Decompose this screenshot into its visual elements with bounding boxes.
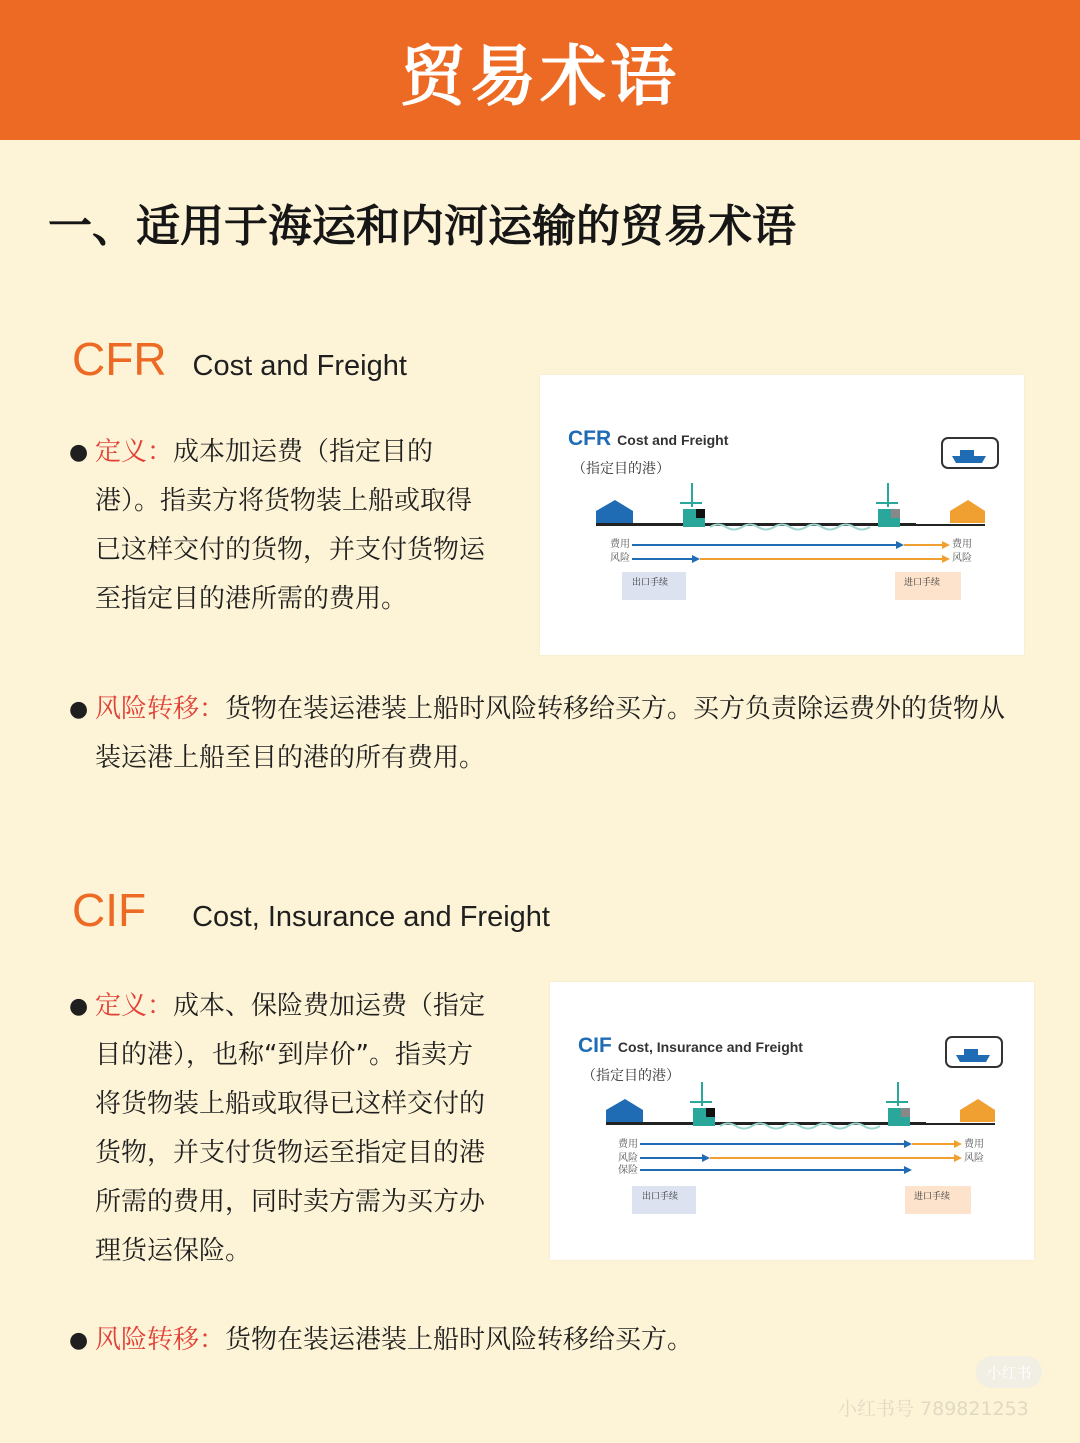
header-banner [0,0,1080,140]
cif-abbr: CIF [72,884,147,936]
buyer-house-icon [960,1099,995,1122]
cfr-heading [72,332,407,386]
bullet: ● [69,1328,89,1353]
cfr-risk-transfer [69,685,1025,783]
cfr-risk-label: 风险转移： [95,694,226,724]
buyer-house-icon [950,500,985,523]
cfr-diagram-subtitle: （指定目的港） [572,461,670,477]
watermark-id: 小红书号 789821253 [838,1398,1029,1420]
cif-diagram [550,982,1034,1260]
cif-definition [69,982,490,1276]
section-title: 一、适用于海运和内河运输的贸易术语 [48,201,796,252]
page-title: 贸易术语 [400,37,680,115]
cif-heading [72,883,550,937]
cfr-definition-label: 定义： [95,437,174,467]
seller-house-icon [596,500,633,523]
cfr-right-label-risk: 风险 [952,553,972,564]
cfr-abbr: CFR [72,333,167,385]
cfr-definition [69,428,490,624]
bullet: ● [69,697,89,722]
cfr-label-risk: 风险 [610,553,630,564]
cif-export-tag: 出口手续 [642,1192,679,1202]
cif-risk-label: 风险转移： [95,1325,226,1355]
watermark-logo: 小红书 [976,1356,1042,1388]
cif-risk-text: 货物在装运港装上船时风险转移给买方。 [225,1325,694,1355]
cfr-full-name: Cost and Freight [192,350,407,382]
cif-diagram-graphic [550,982,1034,1260]
cif-diagram-abbr: CIF [578,1034,612,1057]
cfr-diagram-abbr: CFR [568,427,612,450]
cfr-label-cost: 费用 [610,539,630,550]
cif-label-insurance: 保险 [618,1165,638,1176]
cif-diagram-subtitle: （指定目的港） [582,1068,680,1084]
cif-diagram-full: Cost, Insurance and Freight [617,1039,803,1055]
cif-full-name: Cost, Insurance and Freight [192,901,550,933]
cif-definition-label: 定义： [95,991,174,1021]
cfr-export-tag: 出口手续 [632,578,669,588]
cif-label-risk: 风险 [618,1153,638,1164]
seller-house-icon [606,1099,643,1122]
cfr-risk-text: 货物在装运港装上船时风险转移给买方。买方负责除运费外的货物从装运港上船至目的港的所有费用。 [95,694,1006,773]
cif-definition-text: 成本、保险费加运费（指定目的港），也称“到岸价”。指卖方将货物装上船或取得已这样交付的货物，并支付货物运至指定目的港所需的费用，同时卖方需为买方办理货运保险。 [95,991,486,1266]
ship-icon [956,1055,990,1062]
cfr-diagram-graphic [540,375,1024,655]
bullet: ● [69,440,89,465]
ship-icon [952,456,986,463]
cif-risk-transfer [69,1316,1025,1365]
cif-right-label-cost: 费用 [964,1139,984,1150]
cif-import-tag: 进口手续 [914,1192,951,1202]
cif-right-label-risk: 风险 [964,1153,984,1164]
cfr-definition-text: 成本加运费（指定目的港）。指卖方将货物装上船或取得已这样交付的货物，并支付货物运至指定目的港所需的费用。 [95,437,486,614]
bullet: ● [69,994,89,1019]
cfr-diagram-full: Cost and Freight [617,432,729,448]
cfr-diagram [540,375,1024,655]
cfr-import-tag: 进口手续 [904,578,941,588]
cfr-right-label-cost: 费用 [952,539,972,550]
cif-label-cost: 费用 [618,1139,638,1150]
